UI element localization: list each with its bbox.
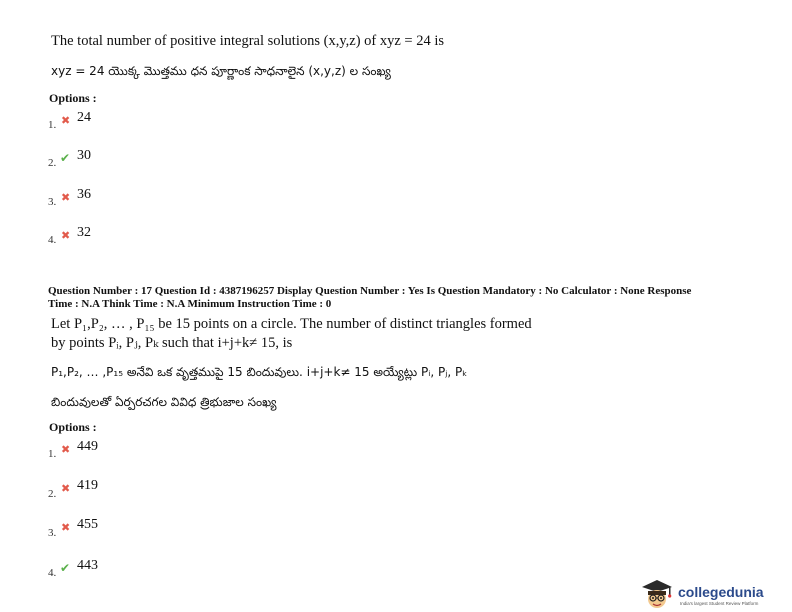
q1-options-label: Options : [49,91,97,105]
wrong-mark-icon: ✖ [61,521,71,534]
logo-tagline: India's largest Student Review Platform [680,601,759,606]
option-number: 3. [48,527,57,539]
option-number: 3. [48,196,57,208]
q1-question-text-telugu: xyz = 24 యొక్క మొత్తము ధన పూర్ణాంక సాధనాలైన (x,y,z) ల సంఖ్య [51,64,391,78]
option-value: 443 [77,558,98,573]
q2-options-label: Options : [49,420,97,434]
option-number: 4. [48,567,57,579]
option-number: 1. [48,448,57,460]
option-value: 449 [77,439,98,454]
option-number: 2. [48,488,57,500]
option-value: 36 [77,187,91,202]
option-value: 32 [77,225,91,240]
wrong-mark-icon: ✖ [61,482,71,495]
option-value: 455 [77,517,98,532]
logo-wordmark: collegedunia [678,584,764,600]
wrong-mark-icon: ✖ [61,229,71,242]
wrong-mark-icon: ✖ [61,191,71,204]
q2-meta-line-1: Question Number : 17 Question Id : 4387196257 Display Question Number : Yes Is Question Mandatory : No Calculator : None Response [48,285,692,297]
option-value: 30 [77,148,91,163]
option-number: 4. [48,234,57,246]
option-number: 1. [48,119,57,131]
q2-meta-line-2: Time : N.A Think Time : N.A Minimum Instruction Time : 0 [48,298,332,310]
student-mascot-icon [638,578,676,610]
option-value: 419 [77,478,98,493]
option-value: 24 [77,110,91,125]
q2-question-text-telugu-line-2: బిందువులతో ఏర్పరచగల వివిధ త్రిభుజాల సంఖ్య [51,395,277,409]
correct-check-icon: ✔ [60,561,71,575]
q2-question-text-telugu-line-1: P₁,P₂, … ,P₁₅ అనేవి ఒక వృత్తముపై 15 బిందువులు. i+j+k≠ 15 అయ్యేట్లు Pᵢ, Pⱼ, Pₖ [51,365,468,379]
q2-question-text-line-2: by points Pᵢ, Pⱼ, Pₖ such that i+j+k≠ 15, is [51,335,293,351]
wrong-mark-icon: ✖ [61,443,71,456]
option-number: 2. [48,157,57,169]
q2-question-text-line-1: Let P₁,P₂, … , P₁₅ be 15 points on a circle. The number of distinct triangles formed [51,316,532,332]
q1-question-text: The total number of positive integral solutions (x,y,z) of xyz = 24 is [51,33,445,49]
wrong-mark-icon: ✖ [61,114,71,127]
correct-check-icon: ✔ [60,151,71,165]
